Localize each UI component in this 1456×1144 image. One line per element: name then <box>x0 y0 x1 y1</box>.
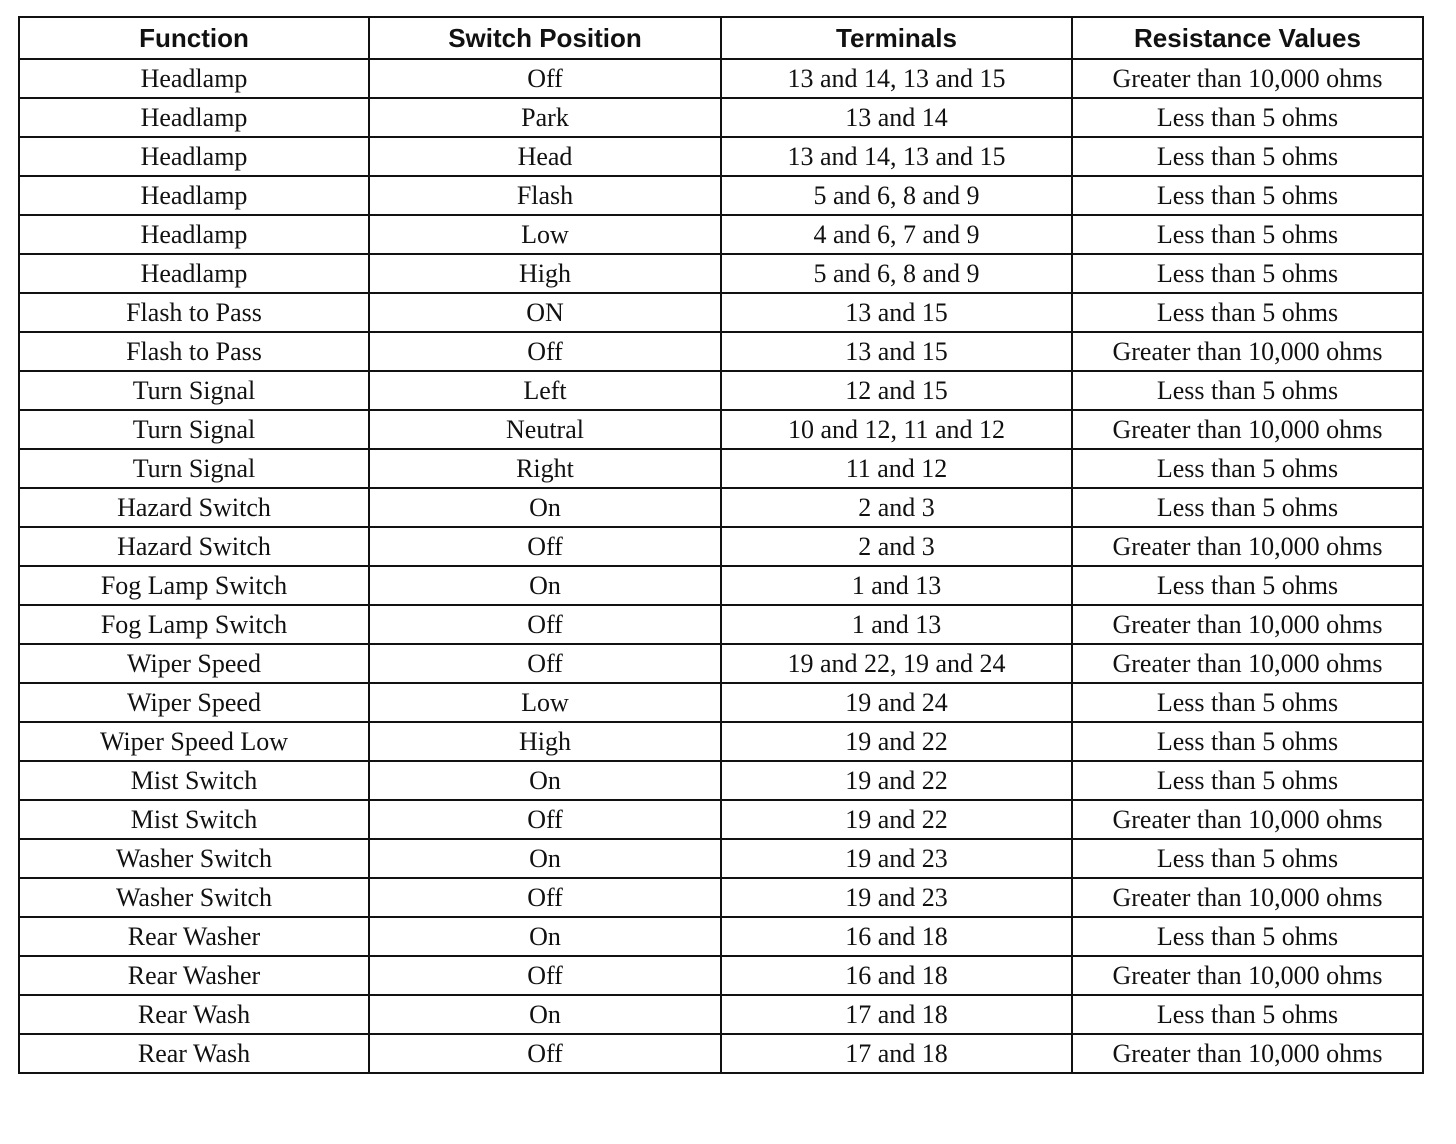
cell-resistance-value: Greater than 10,000 ohms <box>1072 956 1423 995</box>
cell-terminals: 19 and 22 <box>721 800 1072 839</box>
cell-terminals: 19 and 24 <box>721 683 1072 722</box>
header-row <box>19 17 1423 59</box>
cell-switch-position: Off <box>369 878 721 917</box>
cell-resistance-value: Less than 5 ohms <box>1072 176 1423 215</box>
table-row <box>19 644 1423 683</box>
cell-function: Headlamp <box>19 59 369 98</box>
cell-terminals: 13 and 14, 13 and 15 <box>721 137 1072 176</box>
table-row <box>19 605 1423 644</box>
cell-resistance-value: Less than 5 ohms <box>1072 449 1423 488</box>
cell-resistance-value: Greater than 10,000 ohms <box>1072 605 1423 644</box>
cell-resistance-value: Less than 5 ohms <box>1072 839 1423 878</box>
table-row <box>19 137 1423 176</box>
cell-function: Wiper Speed <box>19 644 369 683</box>
cell-switch-position: On <box>369 566 721 605</box>
cell-resistance-value: Greater than 10,000 ohms <box>1072 878 1423 917</box>
table-row <box>19 410 1423 449</box>
cell-terminals: 4 and 6, 7 and 9 <box>721 215 1072 254</box>
cell-terminals: 10 and 12, 11 and 12 <box>721 410 1072 449</box>
cell-terminals: 13 and 15 <box>721 332 1072 371</box>
cell-switch-position: Off <box>369 527 721 566</box>
table-header <box>19 17 1423 59</box>
cell-function: Rear Washer <box>19 956 369 995</box>
table-body <box>19 59 1423 1073</box>
table-row <box>19 254 1423 293</box>
cell-function: Headlamp <box>19 98 369 137</box>
cell-terminals: 2 and 3 <box>721 488 1072 527</box>
cell-function: Hazard Switch <box>19 527 369 566</box>
cell-switch-position: Park <box>369 98 721 137</box>
cell-switch-position: Off <box>369 332 721 371</box>
cell-switch-position: High <box>369 722 721 761</box>
table-row <box>19 566 1423 605</box>
table-row <box>19 1034 1423 1073</box>
cell-terminals: 13 and 14, 13 and 15 <box>721 59 1072 98</box>
cell-switch-position: Off <box>369 956 721 995</box>
cell-resistance-value: Greater than 10,000 ohms <box>1072 410 1423 449</box>
cell-function: Wiper Speed <box>19 683 369 722</box>
cell-terminals: 12 and 15 <box>721 371 1072 410</box>
cell-switch-position: Off <box>369 800 721 839</box>
cell-terminals: 16 and 18 <box>721 917 1072 956</box>
table-row <box>19 59 1423 98</box>
header-resistance-values: Resistance Values <box>1072 17 1423 59</box>
cell-switch-position: Neutral <box>369 410 721 449</box>
cell-terminals: 1 and 13 <box>721 566 1072 605</box>
table-row <box>19 722 1423 761</box>
cell-resistance-value: Greater than 10,000 ohms <box>1072 332 1423 371</box>
cell-function: Mist Switch <box>19 761 369 800</box>
cell-switch-position: High <box>369 254 721 293</box>
cell-function: Wiper Speed Low <box>19 722 369 761</box>
table-row <box>19 176 1423 215</box>
cell-switch-position: Right <box>369 449 721 488</box>
cell-resistance-value: Less than 5 ohms <box>1072 722 1423 761</box>
cell-function: Fog Lamp Switch <box>19 566 369 605</box>
cell-function: Flash to Pass <box>19 293 369 332</box>
cell-terminals: 13 and 14 <box>721 98 1072 137</box>
table-row <box>19 332 1423 371</box>
table-row <box>19 215 1423 254</box>
cell-resistance-value: Less than 5 ohms <box>1072 371 1423 410</box>
cell-function: Washer Switch <box>19 839 369 878</box>
cell-switch-position: Left <box>369 371 721 410</box>
cell-terminals: 19 and 22 <box>721 761 1072 800</box>
cell-resistance-value: Less than 5 ohms <box>1072 683 1423 722</box>
cell-switch-position: Off <box>369 644 721 683</box>
cell-function: Hazard Switch <box>19 488 369 527</box>
cell-switch-position: On <box>369 995 721 1034</box>
cell-resistance-value: Less than 5 ohms <box>1072 254 1423 293</box>
cell-switch-position: On <box>369 761 721 800</box>
cell-function: Headlamp <box>19 137 369 176</box>
switch-resistance-table <box>18 16 1424 1074</box>
cell-function: Headlamp <box>19 215 369 254</box>
cell-switch-position: Head <box>369 137 721 176</box>
cell-resistance-value: Less than 5 ohms <box>1072 917 1423 956</box>
cell-switch-position: On <box>369 488 721 527</box>
cell-function: Flash to Pass <box>19 332 369 371</box>
table-row <box>19 98 1423 137</box>
cell-function: Rear Washer <box>19 917 369 956</box>
cell-resistance-value: Less than 5 ohms <box>1072 488 1423 527</box>
cell-switch-position: Flash <box>369 176 721 215</box>
cell-function: Mist Switch <box>19 800 369 839</box>
cell-resistance-value: Less than 5 ohms <box>1072 98 1423 137</box>
cell-function: Headlamp <box>19 176 369 215</box>
header-terminals: Terminals <box>721 17 1072 59</box>
cell-resistance-value: Less than 5 ohms <box>1072 137 1423 176</box>
cell-resistance-value: Less than 5 ohms <box>1072 761 1423 800</box>
header-function: Function <box>19 17 369 59</box>
cell-terminals: 2 and 3 <box>721 527 1072 566</box>
cell-terminals: 13 and 15 <box>721 293 1072 332</box>
cell-terminals: 19 and 22 <box>721 722 1072 761</box>
table-row <box>19 839 1423 878</box>
cell-resistance-value: Greater than 10,000 ohms <box>1072 527 1423 566</box>
cell-resistance-value: Less than 5 ohms <box>1072 293 1423 332</box>
cell-resistance-value: Greater than 10,000 ohms <box>1072 59 1423 98</box>
cell-terminals: 5 and 6, 8 and 9 <box>721 254 1072 293</box>
table-row <box>19 449 1423 488</box>
cell-terminals: 1 and 13 <box>721 605 1072 644</box>
table-row <box>19 527 1423 566</box>
cell-terminals: 19 and 23 <box>721 839 1072 878</box>
cell-terminals: 5 and 6, 8 and 9 <box>721 176 1072 215</box>
cell-resistance-value: Greater than 10,000 ohms <box>1072 1034 1423 1073</box>
cell-switch-position: ON <box>369 293 721 332</box>
cell-resistance-value: Less than 5 ohms <box>1072 566 1423 605</box>
table-row <box>19 956 1423 995</box>
cell-switch-position: On <box>369 917 721 956</box>
cell-switch-position: Off <box>369 605 721 644</box>
cell-function: Rear Wash <box>19 1034 369 1073</box>
cell-terminals: 16 and 18 <box>721 956 1072 995</box>
header-switch-position: Switch Position <box>369 17 721 59</box>
cell-terminals: 19 and 22, 19 and 24 <box>721 644 1072 683</box>
table-row <box>19 683 1423 722</box>
cell-resistance-value: Greater than 10,000 ohms <box>1072 800 1423 839</box>
table-row <box>19 995 1423 1034</box>
cell-resistance-value: Less than 5 ohms <box>1072 995 1423 1034</box>
cell-function: Turn Signal <box>19 410 369 449</box>
cell-terminals: 17 and 18 <box>721 1034 1072 1073</box>
table-row <box>19 293 1423 332</box>
table-row <box>19 761 1423 800</box>
cell-switch-position: Off <box>369 1034 721 1073</box>
cell-function: Fog Lamp Switch <box>19 605 369 644</box>
cell-terminals: 11 and 12 <box>721 449 1072 488</box>
cell-function: Washer Switch <box>19 878 369 917</box>
cell-switch-position: Low <box>369 215 721 254</box>
cell-function: Turn Signal <box>19 449 369 488</box>
table-row <box>19 488 1423 527</box>
cell-resistance-value: Greater than 10,000 ohms <box>1072 644 1423 683</box>
cell-switch-position: On <box>369 839 721 878</box>
cell-resistance-value: Less than 5 ohms <box>1072 215 1423 254</box>
table-row <box>19 917 1423 956</box>
cell-terminals: 17 and 18 <box>721 995 1072 1034</box>
cell-terminals: 19 and 23 <box>721 878 1072 917</box>
table-row <box>19 878 1423 917</box>
cell-function: Turn Signal <box>19 371 369 410</box>
cell-function: Rear Wash <box>19 995 369 1034</box>
cell-function: Headlamp <box>19 254 369 293</box>
table-row <box>19 371 1423 410</box>
table-row <box>19 800 1423 839</box>
cell-switch-position: Low <box>369 683 721 722</box>
cell-switch-position: Off <box>369 59 721 98</box>
